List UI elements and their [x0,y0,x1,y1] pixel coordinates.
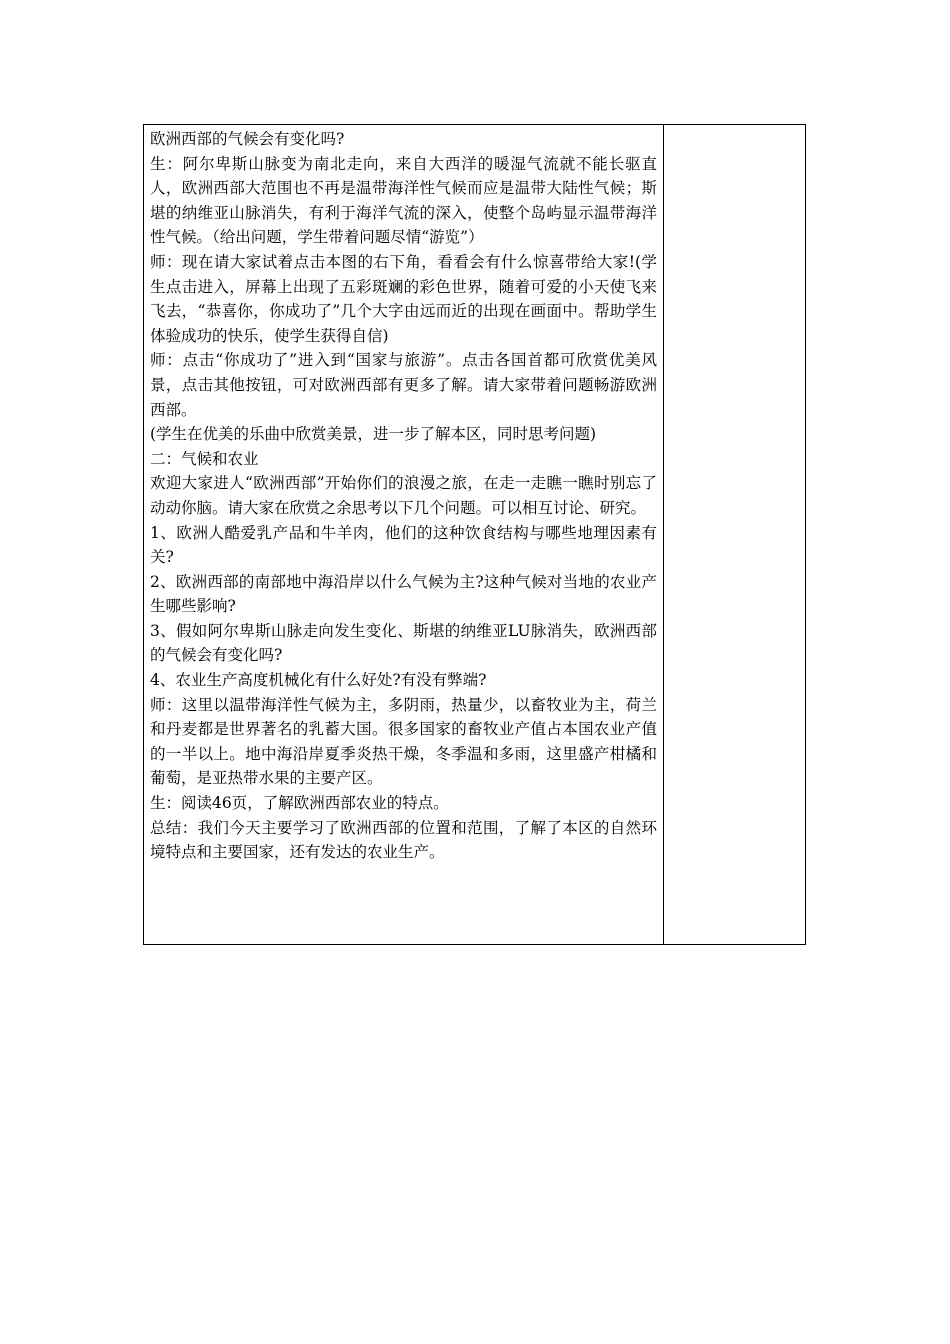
lesson-content-cell [144,125,664,944]
question-item: 4、农业生产高度机械化有什么好处?有没有弊端? [150,671,487,690]
question-item: 3、假如阿尔卑斯山脉走向发生变化、斯堪的纳维亚LU脉消失，欧洲西部的气候会有变化吗? [150,621,657,665]
lesson-paragraph: 生：阅读46页，了解欧洲西部农业的特点。 [150,794,449,813]
lesson-paragraph: 生：阿尔卑斯山脉变为南北走向，来自大西洋的暖湿气流就不能长驱直人，欧洲西部大范围也不再是温带海洋性气候而应是温带大陆性气候；斯堪的纳维亚山脉消失，有利于海洋气流的深入，使整个岛屿显示温带海洋性气候。（给出问题，学生带着问题尽情“游览”） [150,154,657,247]
lesson-table [143,124,806,945]
lesson-paragraph: 师：这里以温带海洋性气候为主，多阴雨，热量少，以畜牧业为主，荷兰和丹麦都是世界著名的乳蓄大国。很多国家的畜牧业产值占本国农业产值的一半以上。地中海沿岸夏季炎热干燥，冬季温和多雨，这里盛产柑橘和葡萄，是亚热带水果的主要产区。 [150,695,657,788]
notes-cell [664,125,805,944]
question-item: 1、欧洲人酷爱乳产品和牛羊肉，他们的这种饮食结构与哪些地理因素有关? [150,523,657,567]
lesson-paragraph: (学生在优美的乐曲中欣赏美景，进一步了解本区，同时思考问题) [150,425,597,444]
section-heading: 二：气候和农业 [150,449,259,468]
lesson-paragraph: 师：点击“你成功了”进入到“国家与旅游”。点击各国首都可欣赏优美风景，点击其他按钮，可对欧洲西部有更多了解。请大家带着问题畅游欧洲西部。 [150,351,657,419]
lesson-paragraph: 师：现在请大家试着点击本图的右下角，看看会有什么惊喜带给大家!(学生点击进入，屏幕上出现了五彩斑斓的彩色世界，随着可爱的小天使飞来飞去，“恭喜你，你成功了”几个大字由远而近的出现在画面中。帮助学生体验成功的快乐，使学生获得自信) [150,252,657,345]
summary-paragraph: 总结：我们今天主要学习了欧洲西部的位置和范围，了解了本区的自然环境特点和主要国家，还有发达的农业生产。 [150,818,657,862]
lesson-paragraph: 欧洲西部的气候会有变化吗? [150,130,345,148]
lesson-paragraph: 欢迎大家进人“欧洲西部”开始你们的浪漫之旅，在走一走瞧一瞧时别忘了动动你脑。请大家在欣赏之余思考以下几个问题。可以相互讨论、研究。 [150,474,657,517]
question-item: 2、欧洲西部的南部地中海沿岸以什么气候为主?这种气候对当地的农业产生哪些影响? [150,572,657,616]
